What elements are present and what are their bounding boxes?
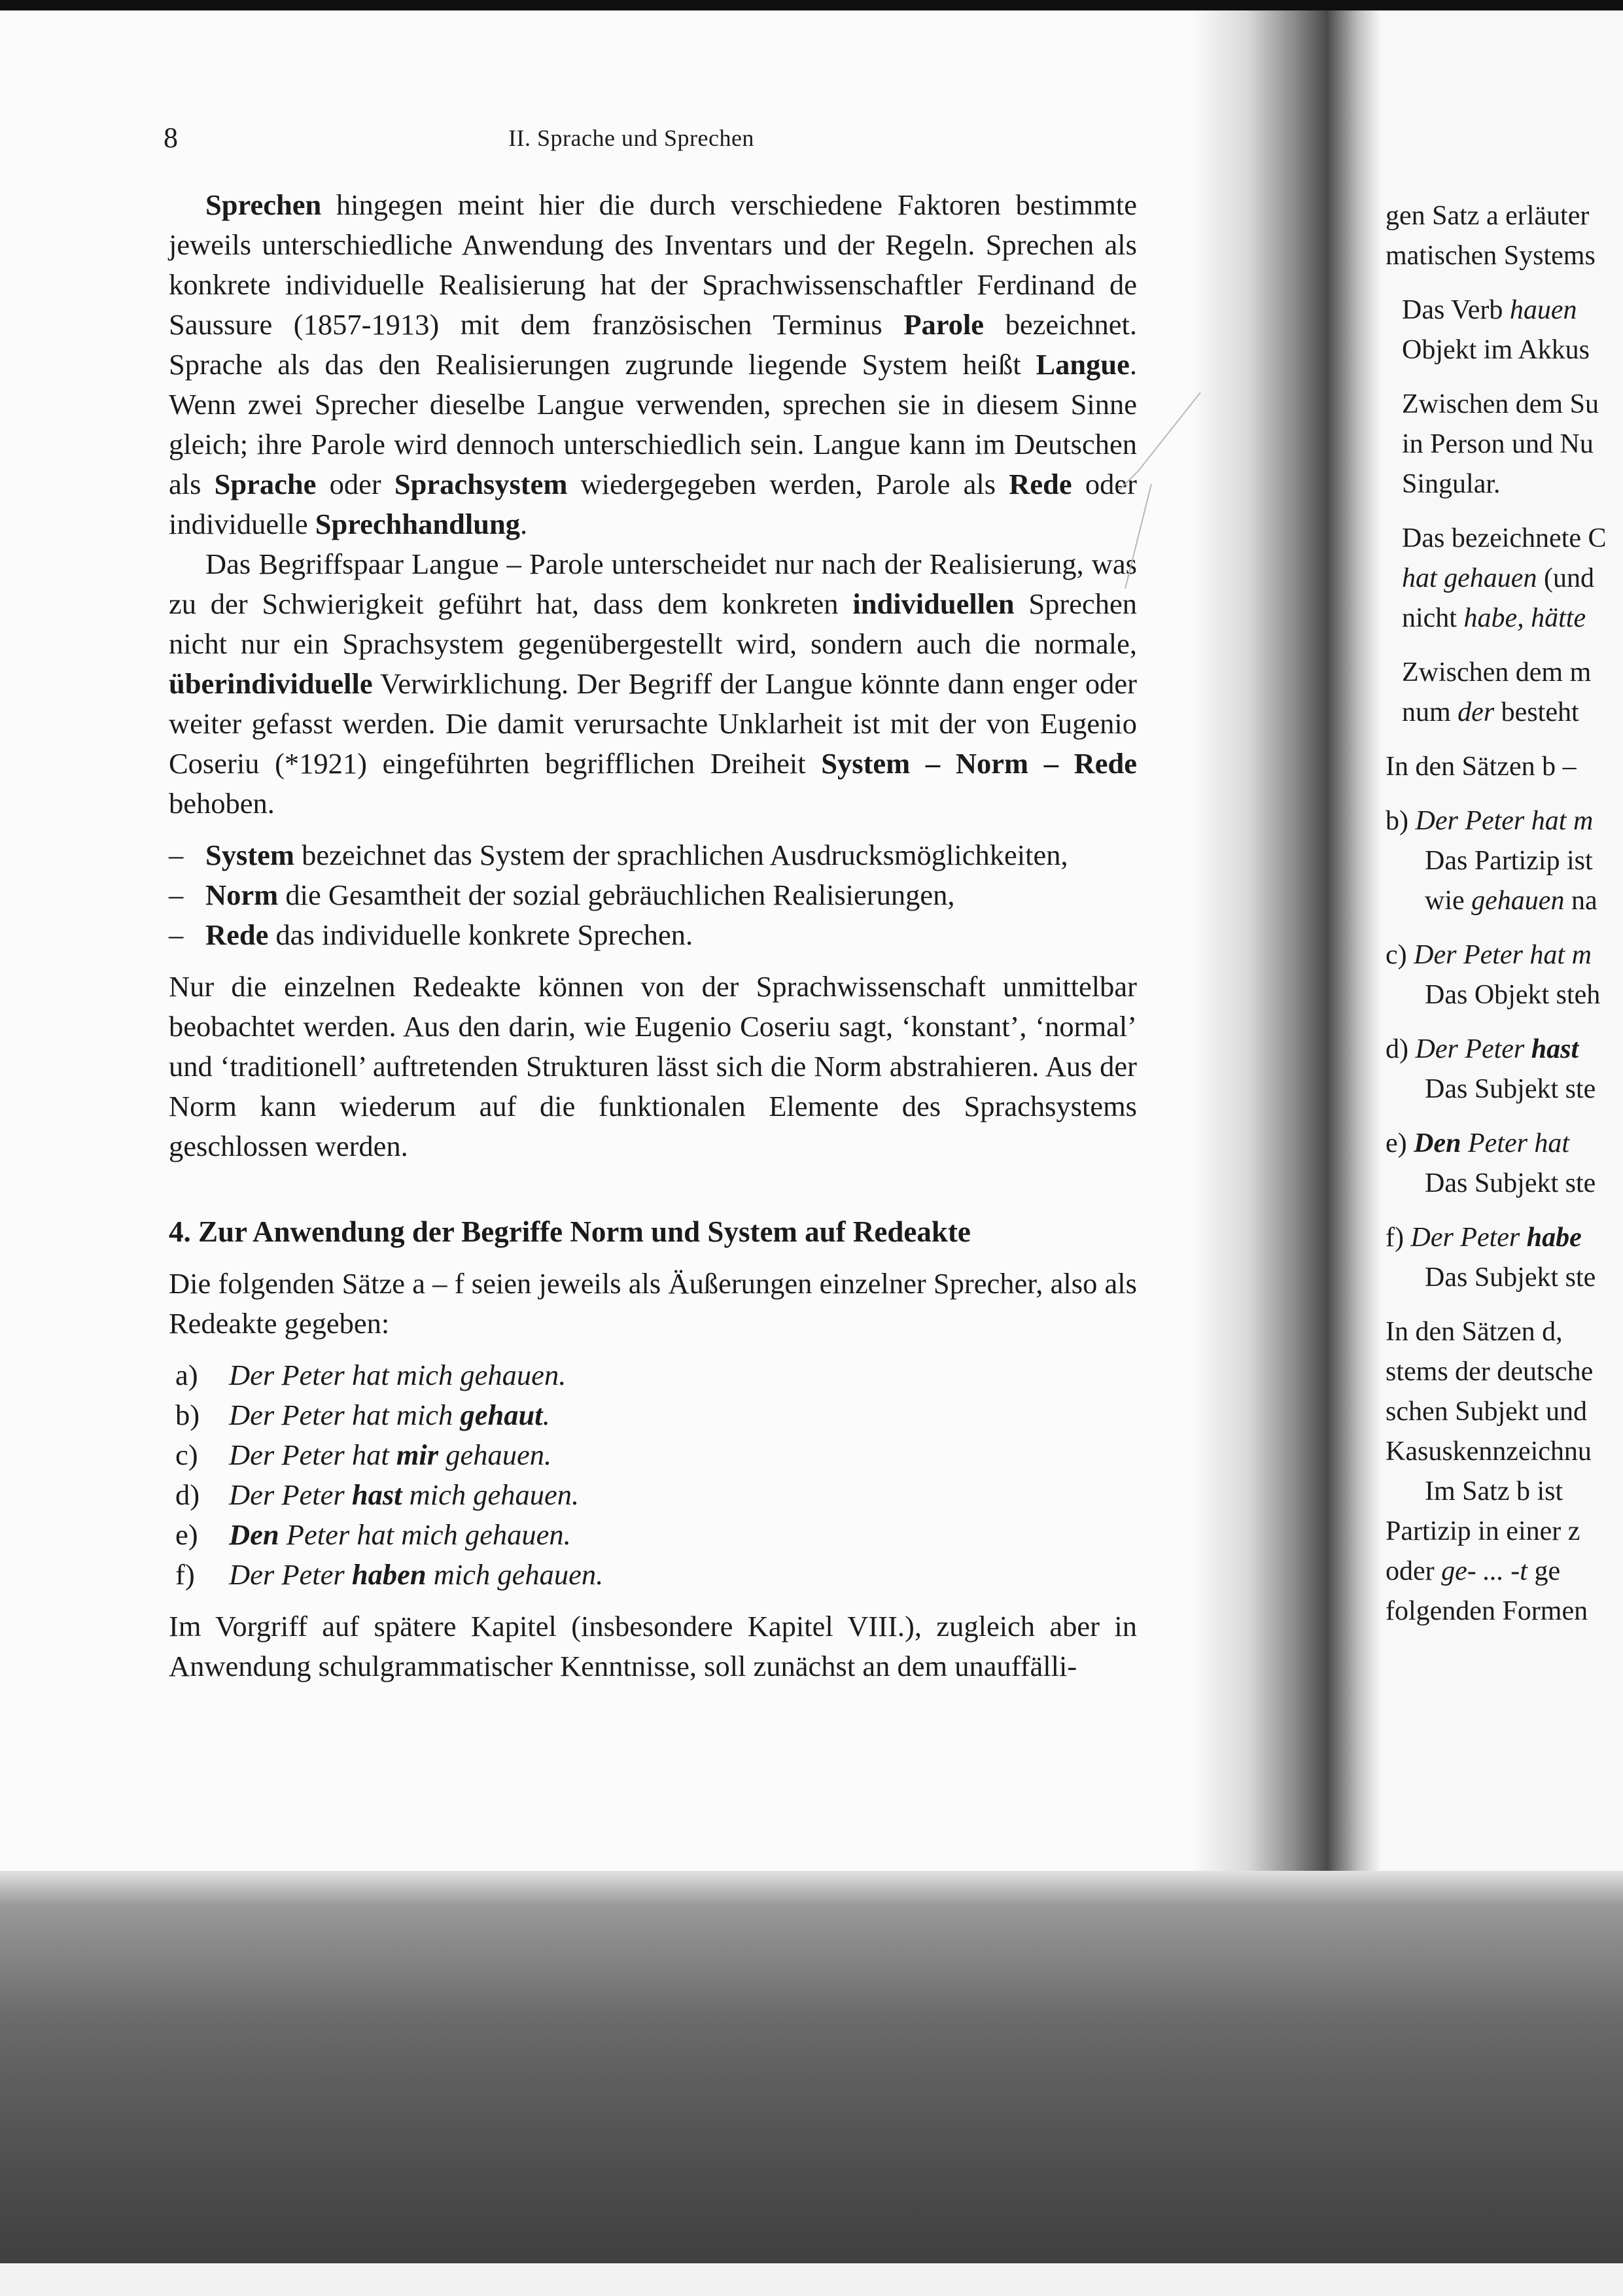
text-line: In den Sätzen b –	[1386, 752, 1577, 782]
paragraph-vorgriff: Im Vorgriff auf spätere Kapitel (insbesondere Kapitel VIII.), zugleich aber in Anwendung schulgrammatischer Kenntnisse, soll zunächst an dem unauffälli-	[169, 1610, 1137, 1682]
text-line	[1386, 1030, 1623, 1070]
italic-run: Der Peter hat m	[1415, 806, 1594, 836]
text-run: e)	[1386, 1128, 1414, 1158]
highlighted-word: hast	[351, 1478, 402, 1511]
spacer	[169, 1344, 1137, 1355]
term-system-norm-rede: System – Norm – Rede	[821, 747, 1137, 780]
text-line: Zwischen dem Su	[1402, 389, 1599, 419]
text-line: Partizip in einer z	[1386, 1516, 1580, 1546]
dash-marker: –	[169, 918, 184, 951]
text-line: Das Subjekt ste	[1425, 1074, 1596, 1104]
term-sprache: Sprache	[214, 468, 317, 500]
text-run: c)	[1386, 940, 1414, 970]
pencil-mark-icon	[1112, 392, 1204, 589]
italic-run: hat gehauen	[1402, 563, 1537, 593]
text-line	[1386, 1552, 1623, 1592]
text-line: Kasuskennzeichnu	[1386, 1436, 1592, 1467]
italic-run: hauen	[1509, 295, 1577, 325]
text-line	[1386, 801, 1623, 841]
term-individuellen: individuellen	[852, 587, 1015, 620]
dash-marker: –	[169, 878, 184, 911]
text-line: Das bezeichnete C	[1402, 523, 1607, 553]
term-langue: Langue	[1036, 348, 1130, 381]
term-ueberindividuelle: überindividuelle	[169, 667, 373, 700]
text-run: oder	[316, 468, 394, 500]
text-run: Der Peter hat	[229, 1438, 396, 1471]
scan-bottom-shadow	[0, 1871, 1623, 2296]
text-run: das individuelle konkrete Sprechen.	[268, 918, 693, 951]
text-run: Der Peter hat mich gehauen.	[229, 1359, 567, 1391]
term-sprachsystem: Sprachsystem	[394, 468, 568, 500]
text-run: bezeichnet das System der sprachlichen Ausdrucksmöglichkeiten,	[294, 839, 1068, 871]
spacer	[1386, 733, 1623, 747]
text-run: besteht	[1494, 697, 1579, 727]
bold-italic-run: habe	[1526, 1223, 1582, 1253]
text-line	[1386, 559, 1623, 599]
text-run: ge	[1527, 1556, 1561, 1586]
term-sprechhandlung: Sprechhandlung	[315, 508, 521, 540]
text-line: Zwischen dem m	[1402, 657, 1592, 687]
spacer	[169, 955, 1137, 967]
text-line: Objekt im Akkus	[1402, 335, 1590, 365]
text-run: f)	[1386, 1223, 1411, 1253]
book-gutter-shadow	[1191, 10, 1380, 1881]
text-run: Das Begriffspaar Langue – Parole unterscheidet nur nach der Realisierung, was zu der Schwierigkeit geführt hat, dass dem konkreten	[169, 548, 1137, 620]
example-item	[175, 1395, 1137, 1435]
italic-run: der	[1457, 697, 1495, 727]
example-sentences	[169, 1355, 1137, 1595]
text-run: Der Peter	[229, 1478, 352, 1511]
spacer	[1386, 638, 1623, 653]
example-sentence	[229, 1558, 603, 1591]
text-run: oder individuelle	[169, 468, 1137, 540]
text-run: na	[1564, 886, 1597, 916]
text-line	[1386, 1124, 1623, 1164]
text-run: Peter hat mich gehauen.	[279, 1518, 571, 1551]
text-run: Verwirklichung. Der Begriff der Langue könnte dann enger oder weiter gefasst werden. Die damit verursachte Unklarheit ist mit der von Eugenio Coseriu (*1921) eingeführten begrifflichen Dreiheit	[169, 667, 1137, 780]
term-sprechen: Sprechen	[205, 188, 322, 221]
text-line	[1386, 1218, 1623, 1258]
example-label: c)	[175, 1438, 198, 1471]
running-head: II. Sprache und Sprechen	[508, 125, 754, 151]
example-sentence	[229, 1399, 550, 1431]
text-line: Das Objekt steh	[1425, 980, 1601, 1010]
text-run: b)	[1386, 806, 1416, 836]
text-run: .	[520, 508, 528, 540]
italic-run: ge- ... -t	[1441, 1556, 1527, 1586]
spacer	[1386, 1298, 1623, 1312]
text-run: Der Peter hat mich	[229, 1399, 461, 1431]
text-run: wiedergegeben werden, Parole als	[567, 468, 1009, 500]
definition-list	[169, 835, 1137, 955]
spacer	[1386, 1015, 1623, 1030]
example-item	[175, 1555, 1137, 1595]
example-sentence	[229, 1438, 551, 1471]
text-line	[1386, 693, 1623, 733]
text-run: mich gehauen.	[426, 1558, 604, 1591]
list-item	[169, 915, 1137, 955]
example-item	[175, 1355, 1137, 1395]
term-rede: Rede	[205, 918, 269, 951]
text-line	[1386, 599, 1623, 638]
text-run: bezeichnet. Sprache als das den Realisierungen zugrunde liegende System heißt	[169, 308, 1137, 381]
italic-run: Der Peter	[1410, 1223, 1527, 1253]
term-rede: Rede	[1009, 468, 1072, 500]
text-run: behoben.	[169, 787, 275, 820]
example-label: d)	[175, 1478, 200, 1511]
text-line	[1386, 290, 1623, 330]
text-run: .	[542, 1399, 550, 1431]
spacer	[169, 1252, 1137, 1264]
text-run: mich gehauen.	[402, 1478, 580, 1511]
section-heading: 4. Zur Anwendung der Begriffe Norm und System auf Redeakte	[169, 1215, 971, 1248]
text-run: . Wenn zwei Sprecher dieselbe Langue verwenden, sprechen sie in diesem Sinne gleich; ihre Parole wird dennoch unterschiedlich sein. Langue kann im Deutschen als	[169, 348, 1137, 500]
text-line: folgenden Formen	[1386, 1596, 1588, 1626]
left-page-text	[169, 185, 1137, 1686]
text-run: (und	[1537, 563, 1594, 593]
spacer	[1386, 370, 1623, 385]
spacer	[169, 1595, 1137, 1607]
spacer	[1386, 787, 1623, 801]
text-line: Singular.	[1402, 469, 1501, 499]
term-system: System	[205, 839, 294, 871]
text-line: Das Partizip ist	[1425, 846, 1593, 876]
text-line	[1386, 935, 1623, 975]
dash-marker: –	[169, 839, 184, 871]
text-line: Das Subjekt ste	[1425, 1168, 1596, 1198]
spacer	[1386, 1109, 1623, 1124]
bold-italic-run: Den	[1414, 1128, 1461, 1158]
text-run: oder	[1386, 1556, 1442, 1586]
spacer	[1386, 921, 1623, 935]
example-label: b)	[175, 1399, 200, 1431]
text-run: Das Verb	[1402, 295, 1510, 325]
text-run: hingegen meint hier die durch verschiedene Faktoren bestimmte jeweils unterschiedliche Anwendung des Inventars und der Regeln. Sprechen als konkrete individuelle Realisierung hat der Sprachwissenschaftler Ferdinand de Saussure (1857-1913) mit dem französischen Terminus	[169, 188, 1137, 341]
list-item	[169, 835, 1137, 875]
spacer	[169, 1166, 1137, 1212]
highlighted-word: mir	[396, 1438, 439, 1471]
list-item	[169, 875, 1137, 915]
text-line: In den Sätzen d,	[1386, 1317, 1563, 1347]
italic-run: habe, hätte	[1463, 603, 1586, 633]
italic-run: Peter hat	[1461, 1128, 1570, 1158]
example-sentence	[229, 1518, 571, 1551]
example-sentence	[229, 1478, 579, 1511]
spacer	[169, 824, 1137, 835]
bold-italic-run: hast	[1531, 1034, 1579, 1064]
text-line: gen Satz a erläuter	[1386, 201, 1590, 231]
text-run: num	[1402, 697, 1458, 727]
highlighted-word: gehaut	[460, 1399, 543, 1431]
paragraph-begriffspaar	[169, 544, 1137, 824]
text-line	[1386, 881, 1623, 921]
text-run: wie	[1425, 886, 1472, 916]
text-line: in Person und Nu	[1402, 429, 1594, 459]
scan-bottom-edge	[0, 2263, 1623, 2296]
text-line: schen Subjekt und	[1386, 1397, 1587, 1427]
italic-run: gehauen	[1471, 886, 1565, 916]
text-line: Das Subjekt ste	[1425, 1262, 1596, 1293]
text-run: nicht	[1402, 603, 1464, 633]
example-item	[175, 1475, 1137, 1515]
text-line: matischen Systems	[1386, 241, 1596, 271]
right-page-fragment	[1386, 196, 1623, 1631]
scan-top-border	[0, 0, 1623, 10]
text-line: stems der deutsche	[1386, 1357, 1594, 1387]
spacer	[1386, 1204, 1623, 1218]
example-sentence	[229, 1359, 566, 1391]
spacer	[1386, 504, 1623, 519]
example-item	[175, 1435, 1137, 1475]
paragraph-sprechen	[169, 185, 1137, 544]
text-run: die Gesamtheit der sozial gebräuchlichen Realisierungen,	[278, 878, 955, 911]
spacer	[1386, 276, 1623, 290]
example-item	[175, 1515, 1137, 1555]
highlighted-word: Den	[229, 1518, 279, 1551]
text-run: d)	[1386, 1034, 1416, 1064]
text-run: Der Peter	[229, 1558, 352, 1591]
paragraph-intro-examples: Die folgenden Sätze a – f seien jeweils als Äußerungen einzelner Sprecher, also als Redeakte gegeben:	[169, 1267, 1137, 1340]
italic-run: Der Peter hat m	[1414, 940, 1592, 970]
term-norm: Norm	[205, 878, 279, 911]
page-number: 8	[164, 122, 178, 154]
term-parole: Parole	[903, 308, 985, 341]
text-line: Im Satz b ist	[1425, 1476, 1563, 1506]
example-label: a)	[175, 1359, 198, 1391]
example-label: e)	[175, 1518, 198, 1551]
text-run: Sprechen nicht nur ein Sprachsystem gegenübergestellt wird, sondern auch die normale,	[169, 587, 1137, 660]
paragraph-redeakte: Nur die einzelnen Redeakte können von der Sprachwissenschaft unmittelbar beobachtet werden. Aus den darin, wie Eugenio Coseriu sagt, ‘konstant’, ‘normal’ und ‘traditionell’ auftretenden Strukturen lässt sich die Norm abstrahieren. Aus der Norm kann wiederum auf die funktionalen Elemente des Sprachsystems geschlossen werden.	[169, 970, 1137, 1162]
highlighted-word: haben	[351, 1558, 427, 1591]
italic-run: Der Peter	[1415, 1034, 1531, 1064]
text-run: gehauen.	[438, 1438, 552, 1471]
example-label: f)	[175, 1558, 195, 1591]
